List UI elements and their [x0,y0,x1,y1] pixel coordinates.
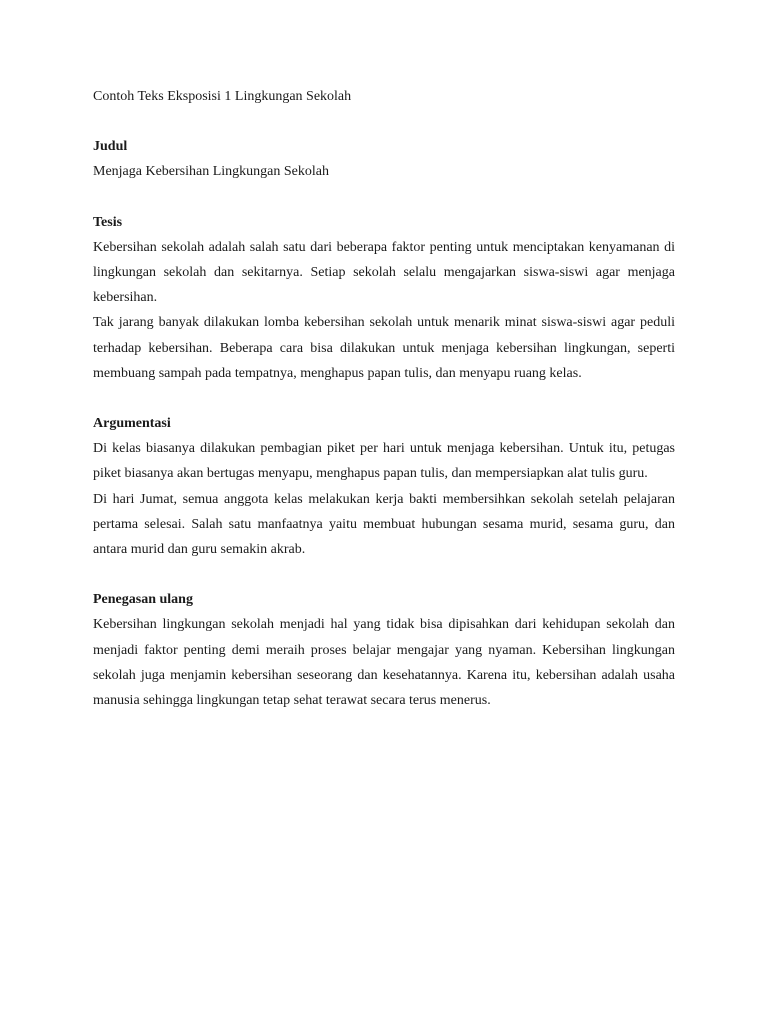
section-tesis [93,210,675,386]
section-penegasan-ulang [93,587,675,713]
paragraph: Tak jarang banyak dilakukan lomba kebersihan sekolah untuk menarik minat siswa-siswi agar peduli terhadap kebersihan. Beberapa cara bisa dilakukan untuk menjaga kebersihan lingkungan, seperti membuang sampah pada tempatnya, menghapus papan tulis, dan menyapu ruang kelas. [93,315,675,381]
paragraph: Menjaga Kebersihan Lingkungan Sekolah [93,164,329,180]
section-heading: Argumentasi [93,416,171,432]
section-argumentasi [93,411,675,562]
paragraph: Di kelas biasanya dilakukan pembagian piket per hari untuk menjaga kebersihan. Untuk itu, petugas piket biasanya akan bertugas menyapu, menghapus papan tulis, dan mempersiapkan alat tulis guru. [93,441,675,482]
section-heading: Penegasan ulang [93,592,193,608]
section-judul [93,134,675,184]
document-title: Contoh Teks Eksposisi 1 Lingkungan Sekolah [93,89,352,104]
paragraph: Kebersihan lingkungan sekolah menjadi hal yang tidak bisa dipisahkan dari kehidupan sekolah dan menjadi faktor penting demi meraih proses belajar mengajar yang nyaman. Kebersihan lingkungan sekolah juga menjamin kebersihan seseorang dan kesehatannya. Karena itu, kebersihan adalah usaha manusia sehingga lingkungan tetap sehat terawat secara terus menerus. [93,617,675,709]
paragraph: Di hari Jumat, semua anggota kelas melakukan kerja bakti membersihkan sekolah setelah pelajaran pertama selesai. Salah satu manfaatnya yaitu membuat hubungan sesama murid, sesama guru, dan antara murid dan guru semakin akrab. [93,491,675,558]
paragraph: Kebersihan sekolah adalah salah satu dari beberapa faktor penting untuk menciptakan kenyamanan di lingkungan sekolah dan sekitarnya. Setiap sekolah selalu mengajarkan siswa-siswi agar menjaga kebersihan. [93,239,675,306]
document-page [93,84,675,738]
section-heading: Tesis [93,214,123,230]
section-heading: Judul [93,139,128,155]
